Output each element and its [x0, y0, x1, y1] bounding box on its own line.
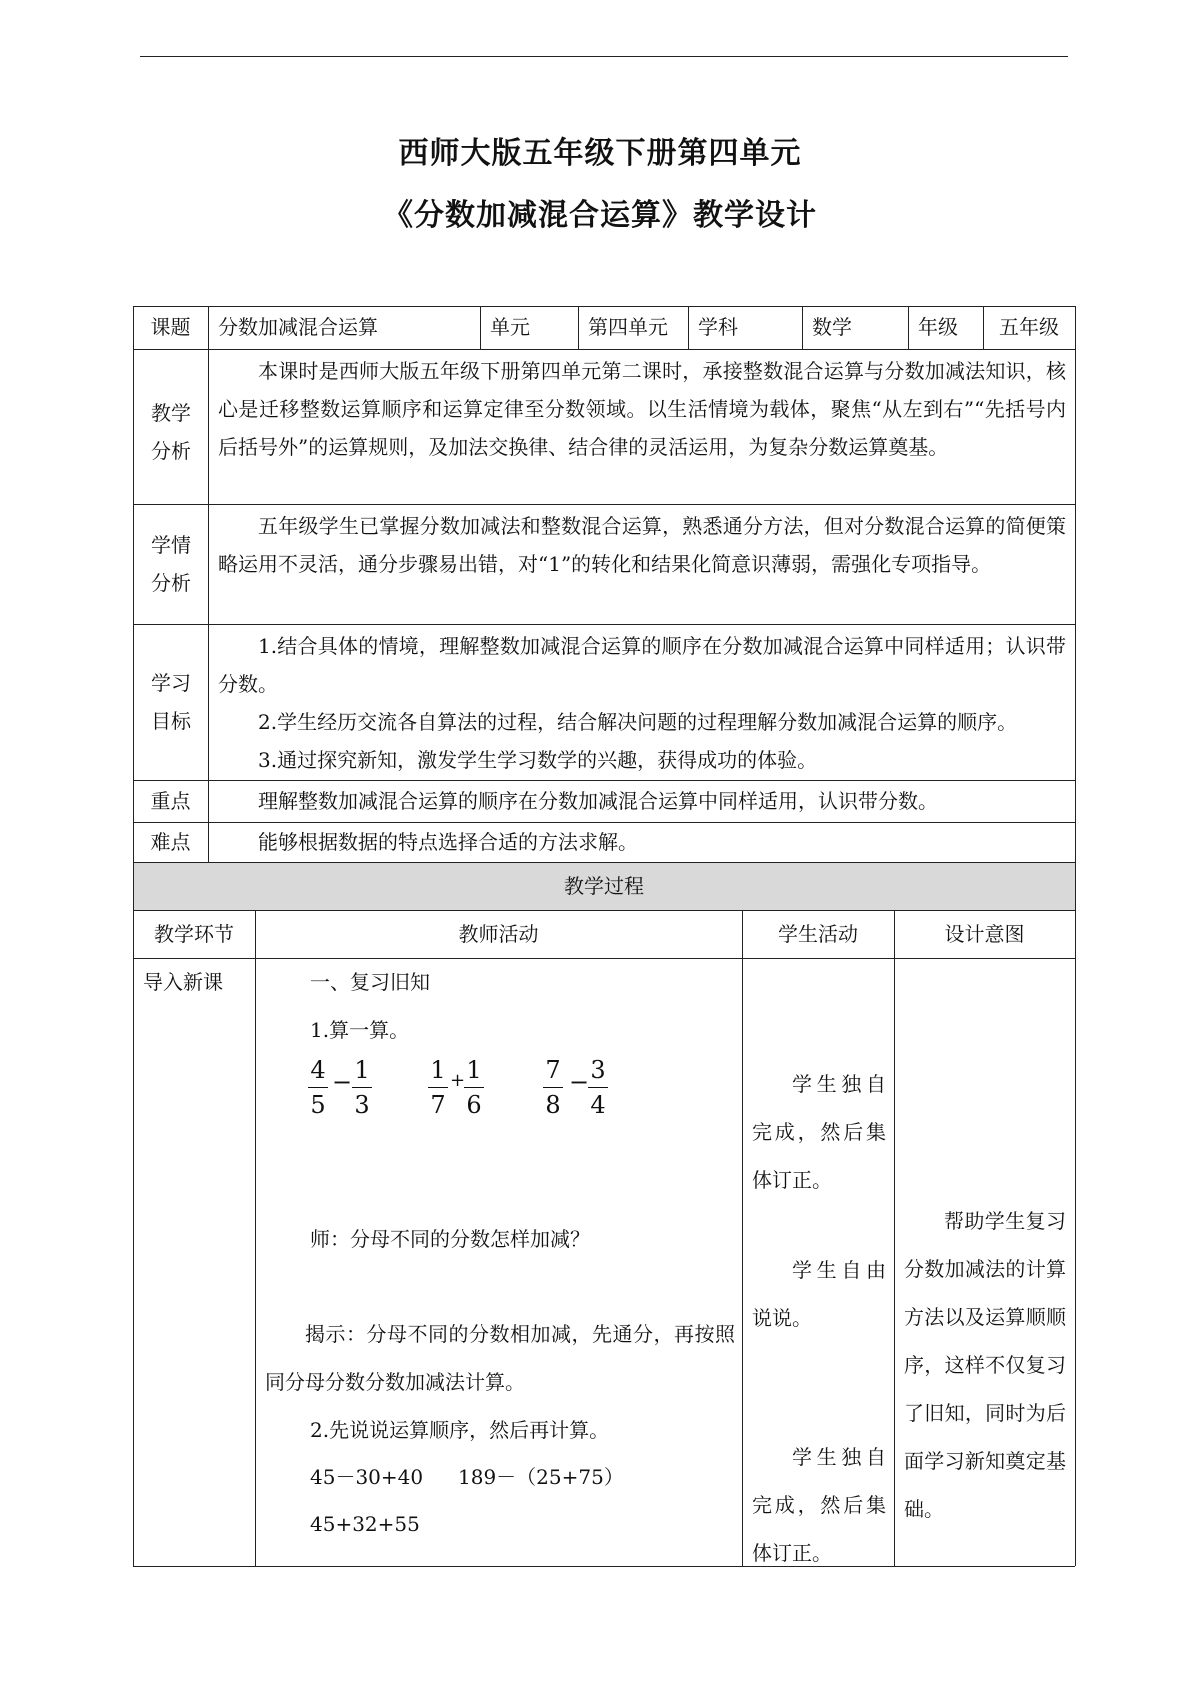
students-label: 学情分析 — [151, 533, 191, 595]
student-activity-3: 学生独自完成，然后集体订正。 — [752, 1445, 886, 1565]
difficulty-text: 能够根据数据的特点选择合适的方法求解。 — [258, 830, 638, 854]
doc-title: 西师大版五年级下册第四单元 — [398, 136, 802, 171]
course-label: 课题 — [150, 315, 191, 339]
calc-task-2: 2.先说说运算顺序，然后再计算。 — [310, 1418, 610, 1442]
table-border — [133, 306, 1075, 307]
table-border — [133, 822, 1075, 823]
table-border — [133, 1566, 1075, 1567]
column-teacher: 教师活动 — [458, 922, 539, 946]
fraction: $\frac{1}{7}$ — [428, 1055, 448, 1120]
difficulty-label: 难点 — [150, 830, 191, 854]
doc-subtitle: 《分数加减混合运算》教学设计 — [383, 198, 817, 233]
table-border — [133, 780, 1075, 781]
expression: 189－（25+75） — [458, 1465, 624, 1489]
goal-item-2: 2.学生经历交流各自算法的过程，结合解决问题的过程理解分数加减混合运算的顺序。 — [258, 710, 1018, 734]
table-border — [133, 958, 1075, 959]
fraction: $\frac{4}{5}$ — [308, 1055, 328, 1120]
goals-label: 学习目标 — [151, 671, 191, 733]
grade-label: 年级 — [918, 315, 958, 339]
column-stage: 教学环节 — [154, 922, 234, 946]
analysis-label: 教学分析 — [151, 401, 191, 463]
table-border — [688, 306, 689, 349]
table-border — [480, 306, 481, 349]
table-border — [133, 504, 1075, 505]
operator: − — [332, 1068, 353, 1096]
table-border — [133, 910, 1075, 911]
operator: + — [450, 1070, 466, 1091]
grade-value: 五年级 — [999, 315, 1059, 339]
review-heading: 一、复习旧知 — [310, 970, 430, 994]
table-border — [908, 306, 909, 349]
goal-item-3: 3.通过探究新知，激发学生学习数学的兴趣，获得成功的体验。 — [258, 748, 818, 772]
table-border — [133, 624, 1075, 625]
unit-value: 第四单元 — [588, 315, 668, 339]
fraction: $\frac{7}{8}$ — [543, 1055, 563, 1120]
subject-label: 学科 — [698, 315, 738, 339]
table-border — [208, 306, 209, 862]
course-value: 分数加减混合运算 — [218, 315, 378, 339]
fraction: $\frac{1}{3}$ — [352, 1055, 372, 1120]
column-student: 学生活动 — [778, 922, 858, 946]
student-activity-2: 学生自由说说。 — [752, 1258, 886, 1330]
key-point-label: 重点 — [150, 789, 191, 813]
goal-item-1: 1.结合具体的情境，理解整数加减混合运算的顺序在分数加减混合运算中同样适用；认识带分数。 — [218, 634, 1066, 696]
table-border — [133, 349, 1075, 350]
calc-task-1: 1.算一算。 — [310, 1018, 410, 1042]
header-rule — [140, 56, 1068, 57]
students-text: 五年级学生已掌握分数加减法和整数混合运算，熟悉通分方法，但对分数混合运算的简便策略运用不灵活，通分步骤易出错，对“1”的转化和结果化简意识薄弱，需强化专项指导。 — [218, 514, 1066, 576]
stage-name: 导入新课 — [143, 970, 223, 994]
expression: 45+32+55 — [310, 1512, 420, 1536]
fraction: $\frac{1}{6}$ — [464, 1055, 484, 1120]
key-point-text: 理解整数加减混合运算的顺序在分数加减混合运算中同样适用，认识带分数。 — [258, 789, 938, 813]
table-border — [802, 306, 803, 349]
table-border — [255, 910, 256, 1566]
column-intent: 设计意图 — [944, 922, 1025, 946]
analysis-text: 本课时是西师大版五年级下册第四单元第二课时，承接整数混合运算与分数加减法知识，核心是迁移整数运算顺序和运算定律至分数领域。以生活情境为载体，聚焦“从左到右”“先括号内后括号外”的运算规则，及加法交换律、结合律的灵活运用，为复杂分数运算奠基。 — [218, 359, 1066, 459]
unit-label: 单元 — [490, 315, 530, 339]
table-border — [133, 862, 1075, 863]
table-border — [742, 910, 743, 1566]
teacher-reveal: 揭示：分母不同的分数相加减，先通分，再按照同分母分数分数加减法计算。 — [265, 1322, 735, 1394]
fraction: $\frac{3}{4}$ — [588, 1055, 608, 1120]
expression: 45－30+40 — [310, 1465, 424, 1489]
design-intent: 帮助学生复习分数加减法的计算方法以及运算顺顺序，这样不仅复习了旧知，同时为后面学习新知奠定基础。 — [904, 1209, 1066, 1521]
subject-value: 数学 — [812, 315, 852, 339]
student-activity-1: 学生独自完成，然后集体订正。 — [752, 1072, 886, 1192]
operator: − — [569, 1068, 590, 1096]
table-border — [1075, 306, 1076, 1566]
process-heading: 教学过程 — [564, 874, 644, 898]
table-border — [894, 910, 895, 1566]
teacher-question: 师：分母不同的分数怎样加减？ — [310, 1227, 590, 1251]
